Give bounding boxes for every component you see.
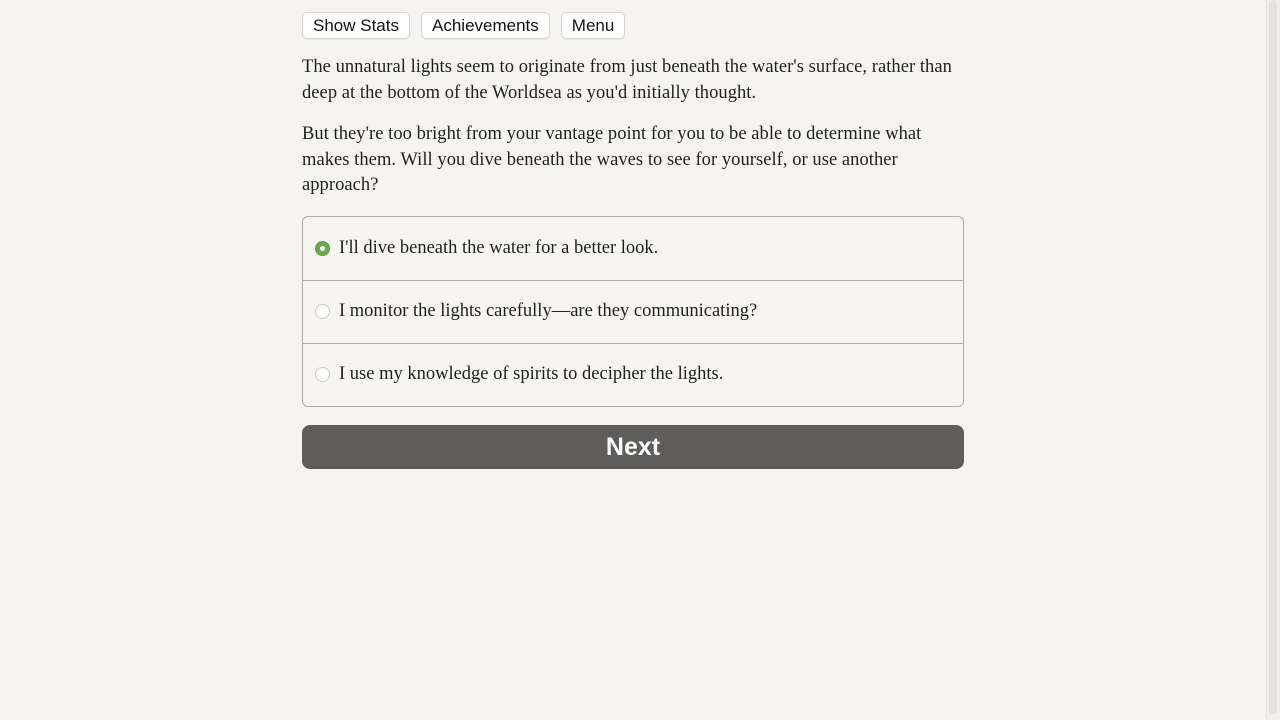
top-toolbar [302,12,965,39]
page-scrollbar[interactable] [1266,0,1280,720]
choice-option-spirits[interactable] [303,343,963,406]
show-stats-button[interactable]: Show Stats [302,12,410,39]
choice-option-dive[interactable] [303,217,963,280]
choice-label: I'll dive beneath the water for a better look. [339,237,659,258]
next-button[interactable]: Next [302,425,964,469]
choice-list [302,216,964,407]
choice-option-monitor[interactable] [303,280,963,343]
choice-label: I monitor the lights carefully—are they communicating? [339,301,758,321]
menu-button[interactable]: Menu [561,12,626,39]
achievements-button[interactable]: Achievements [421,12,550,39]
game-panel [302,12,965,469]
choice-label: I use my knowledge of spirits to decipher the lights. [339,364,724,384]
story-paragraph-2: But they're too bright from your vantage point for you to be able to determine what makes them. Will you dive beneath the waves to see for yourself, or use another approach? [302,124,922,195]
radio-unselected-icon[interactable] [315,367,330,382]
radio-selected-icon[interactable] [315,241,330,256]
scrollbar-thumb[interactable] [1269,0,1277,714]
radio-unselected-icon[interactable] [315,304,330,319]
story-paragraph-1: The unnatural lights seem to originate from just beneath the water's surface, rather than deep at the bottom of the Worldsea as you'd initially thought. [302,57,952,103]
